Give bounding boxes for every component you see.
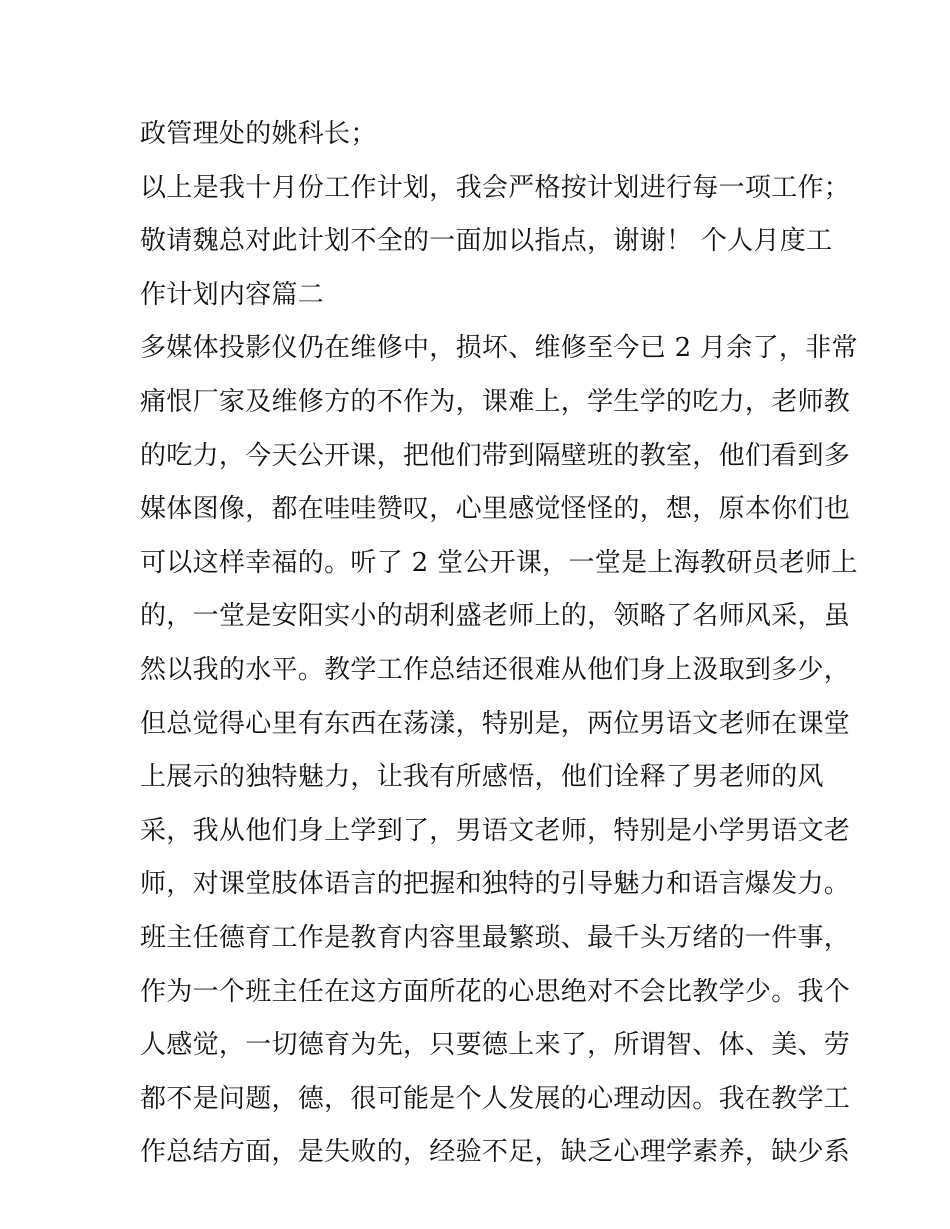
text-line: 的吃力，今天公开课，把他们带到隔壁班的教室，他们看到多 — [140, 440, 851, 471]
text-line: 可以这样幸福的。听了 2 堂公开课，一堂是上海教研员老师上 — [140, 547, 858, 578]
text-line: 媒体图像，都在哇哇赞叹，心里感觉怪怪的，想，原本你们也 — [140, 494, 851, 525]
text-line: 以上是我十月份工作计划，我会严格按计划进行每一项工作； — [140, 172, 851, 203]
text-line: 多媒体投影仪仍在维修中，损坏、维修至今已 2 月余了，非常 — [140, 333, 858, 364]
text-line: 采，我从他们身上学到了，男语文老师，特别是小学男语文老 — [140, 815, 851, 846]
text-line: 上展示的独特魅力，让我有所感悟，他们诠释了男老师的风 — [140, 762, 824, 793]
text-line: 班主任德育工作是教育内容里最繁琐、最千头万绪的一件事， — [140, 922, 851, 953]
body-text — [140, 108, 858, 1180]
text-line: 痛恨厂家及维修方的不作为，课难上，学生学的吃力，老师教 — [140, 386, 851, 417]
text-line: 都不是问题，德，很可能是个人发展的心理动因。我在教学工 — [140, 1083, 851, 1114]
text-line: 但总觉得心里有东西在荡漾，特别是，两位男语文老师在课堂 — [140, 708, 851, 739]
text-line: 政管理处的姚科长； — [140, 119, 377, 149]
text-line: 作为一个班主任在这方面所花的心思绝对不会比教学少。我个 — [140, 976, 851, 1007]
text-line: 人感觉，一切德育为先，只要德上来了，所谓智、体、美、劳 — [140, 1030, 851, 1061]
text-line: 作计划内容篇二 — [140, 279, 325, 310]
text-line: 敬请魏总对此计划不全的一面加以指点，谢谢！ 个人月度工 — [140, 226, 833, 257]
text-line: 然以我的水平。教学工作总结还很难从他们身上汲取到多少， — [140, 654, 851, 685]
text-line: 作总结方面，是失败的，经验不足，缺乏心理学素养，缺少系 — [140, 1137, 851, 1168]
text-line: 师，对课堂肢体语言的把握和独特的引导魅力和语言爆发力。 — [140, 869, 851, 900]
text-line: 的，一堂是安阳实小的胡利盛老师上的，领略了名师风采，虽 — [140, 601, 851, 632]
